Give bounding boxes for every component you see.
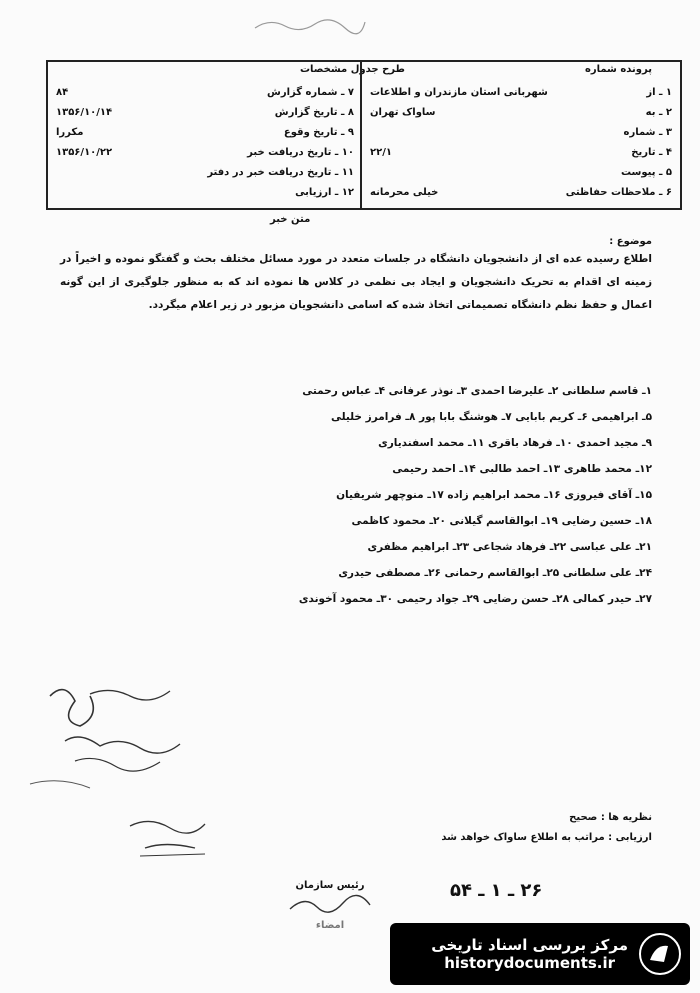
names-line: ۹ـ مجید احمدی ۱۰ـ فرهاد باقری ۱۱ـ محمد اسفندیاری <box>378 437 652 449</box>
subject-label: موضوع : <box>609 236 652 247</box>
logo-url-text: historydocuments.ir <box>444 954 616 972</box>
signature-block <box>285 880 375 931</box>
header-table <box>46 60 682 210</box>
logo-persian-text: مرکز بررسی اسناد تاریخی <box>431 936 628 954</box>
top-faint-stamp <box>250 10 370 40</box>
date-value: ۲۲/۱ <box>370 146 392 158</box>
header-row-1: ۱ ـ از شهربانی استان مازندران و اطلاعات <box>370 86 672 98</box>
classification-value: خیلی محرمانه <box>370 186 439 198</box>
signature-title: رئیس سازمان <box>295 880 365 891</box>
from-value: شهربانی استان مازندران و اطلاعات <box>370 86 548 98</box>
header-row-4: ۴ ـ تاریخ ۲۲/۱ <box>370 146 672 158</box>
names-line: ۲۷ـ حیدر کمالی ۲۸ـ حسن رضایی ۲۹ـ جواد رحیمی ۳۰ـ محمود آخوندی <box>298 593 652 605</box>
archive-logo <box>390 923 690 985</box>
footer-line-2: ارزیابی : مراتب به اطلاع ساواک خواهد شد <box>441 832 652 843</box>
header-right-column <box>360 62 680 208</box>
names-line: ۱ـ قاسم سلطانی ۲ـ علیرضا احمدی ۳ـ نوذر عرفانی ۴ـ عباس رحمتی <box>302 385 652 397</box>
report-number-value: ۸۴ <box>56 86 69 98</box>
header-row-10: ۱۰ ـ تاریخ دریافت خبر ۱۳۵۶/۱۰/۲۲ <box>56 146 354 158</box>
signature-name: امضاء <box>315 920 345 931</box>
header-row-5: ۵ ـ پیوست <box>620 166 672 178</box>
header-row-11: ۱۱ ـ تاریخ دریافت خبر در دفتر <box>207 166 354 178</box>
handwritten-signatures <box>20 676 220 876</box>
header-row-7: ۷ ـ شماره گزارش ۸۴ <box>56 86 354 98</box>
names-line: ۱۵ـ آقای فیروزی ۱۶ـ محمد ابراهیم زاده ۱۷ـ منوچهر شریفیان <box>336 489 652 501</box>
names-list <box>52 378 652 612</box>
names-line: ۱۸ـ حسین رضایی ۱۹ـ ابوالقاسم گیلانی ۲۰ـ محمود کاظمی <box>351 515 652 527</box>
body-paragraph: اطلاع رسیده عده ای از دانشجویان دانشگاه در جلسات متعدد در مورد مسائل مختلف بحث و گفتگو نموده و اخیراً در زمینه ای اقدام به تحریک دانشجویان و ایجاد بی نظمی در کلاس ها نموده اند که به منظور جلوگیری از این گونه اعمال و حفظ نظم دانشگاه تصمیماتی اتخاذ شده که اسامی دانشجویان مزبور در زیر اعلام میگردد. <box>60 253 652 311</box>
to-value: ساواک تهران <box>370 106 436 118</box>
names-line: ۲۱ـ علی عباسی ۲۲ـ فرهاد شجاعی ۲۳ـ ابراهیم مظفری <box>367 541 652 553</box>
header-row-8: ۸ ـ تاریخ گزارش ۱۳۵۶/۱۰/۱۴ <box>56 106 354 118</box>
header-left-column <box>48 62 362 228</box>
top-right-label: پرونده شماره <box>584 64 652 75</box>
names-line: ۵ـ ابراهیمی ۶ـ کریم بابایی ۷ـ هوشنگ بابا پور ۸ـ فرامرز خلیلی <box>330 411 652 423</box>
footer-date: ۲۶ ـ ۱ ـ ۵۴ <box>450 880 543 901</box>
footer-line-1: نظریه ها : صحیح <box>569 812 652 823</box>
header-row-2: ۲ ـ به ساواک تهران <box>370 106 672 118</box>
names-line: ۲۴ـ علی سلطانی ۲۵ـ ابوالقاسم رحمانی ۲۶ـ مصطفی حیدری <box>338 567 652 579</box>
header-row-6: ۶ ـ ملاحظات حفاظتی خیلی محرمانه <box>370 186 672 198</box>
names-line: ۱۲ـ محمد طاهری ۱۳ـ احمد طالبی ۱۴ـ احمد رحیمی <box>392 463 652 475</box>
body-title: متن خبر <box>270 214 311 225</box>
header-row-3: ۳ ـ شماره <box>623 126 672 138</box>
header-row-12: ۱۲ ـ ارزیابی <box>295 186 354 198</box>
document-emblem-icon <box>638 932 682 976</box>
header-row-9: ۹ ـ تاریخ وقوع مکررا <box>56 126 354 138</box>
footer-notes <box>441 808 652 848</box>
signature-scribble <box>285 891 375 917</box>
top-center-label: طرح جدول مشخصات <box>300 64 405 75</box>
report-date-value: ۱۳۵۶/۱۰/۱۴ <box>56 106 113 118</box>
